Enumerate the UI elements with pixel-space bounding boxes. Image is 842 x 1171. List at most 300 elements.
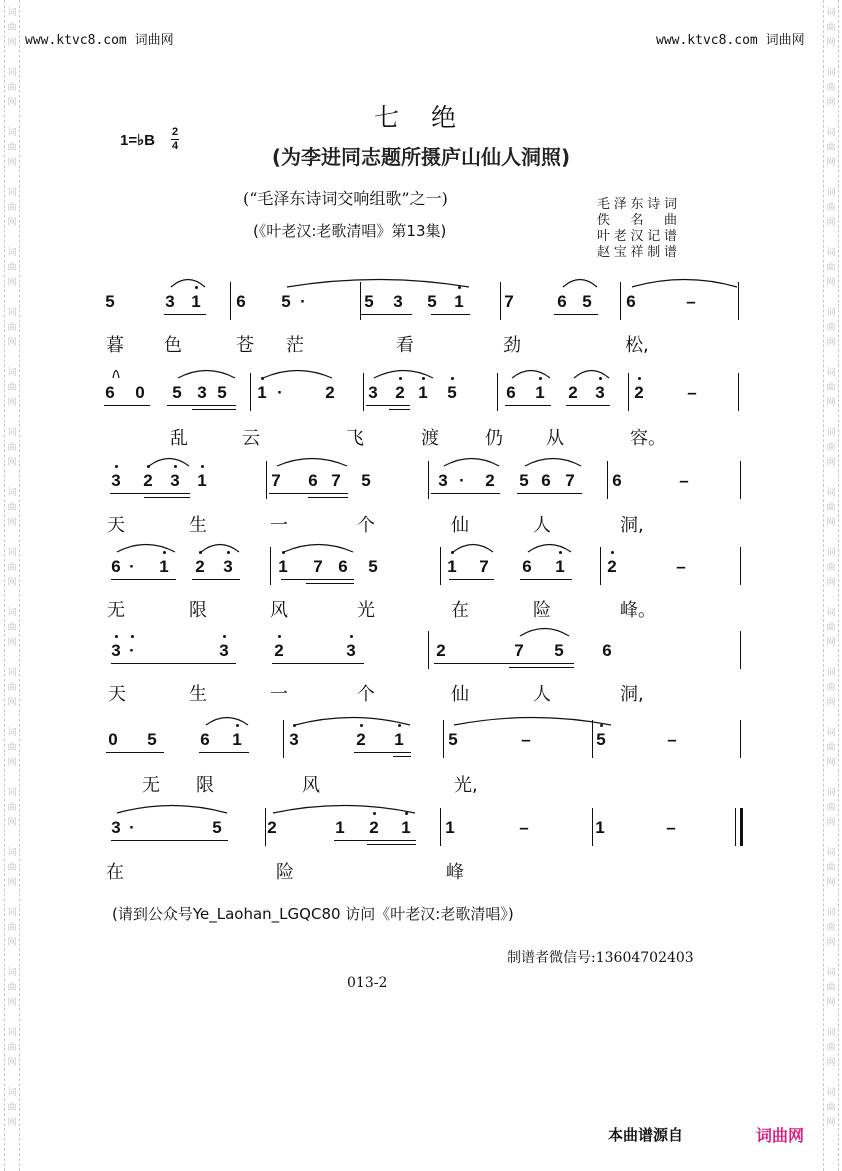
barline — [428, 631, 429, 669]
credit-engraver: 赵宝祥制谱 — [597, 245, 677, 260]
watermark-glyph: 网 — [7, 878, 17, 888]
lyric-char: 限 — [196, 775, 214, 796]
watermark-glyph: 曲 — [826, 683, 836, 693]
watermark-glyph: 曲 — [826, 743, 836, 753]
watermark-glyph: 词 — [826, 308, 836, 318]
slur-arc — [573, 367, 610, 379]
watermark-glyph: 词 — [7, 668, 17, 678]
watermark-glyph: 网 — [7, 938, 17, 948]
score-note: 5 — [448, 730, 458, 749]
slur-arc — [524, 455, 582, 467]
lyric-char: 看 — [396, 335, 414, 356]
score-note: 6 — [308, 471, 318, 490]
lyric-char: 险 — [276, 862, 294, 883]
site-logo[interactable]: 词曲网 — [756, 1126, 805, 1145]
watermark-glyph: 网 — [7, 98, 17, 108]
watermark-glyph: 网 — [7, 1118, 17, 1128]
score-note: 7 — [271, 471, 281, 490]
beam-underline — [164, 314, 206, 315]
score-note: 5 — [105, 292, 115, 311]
watermark-glyph: 网 — [7, 758, 17, 768]
score-note: 3 — [595, 383, 605, 402]
score-note: 3 — [346, 641, 356, 660]
watermark-glyph: 曲 — [7, 983, 17, 993]
lyric-char: 暮 — [106, 335, 124, 356]
watermark-glyph: 网 — [7, 458, 17, 468]
score-note: 2 — [568, 383, 578, 402]
left-watermark-strip — [4, 0, 20, 1171]
beam-underline — [554, 314, 598, 315]
barline — [443, 720, 444, 758]
watermark-glyph: 网 — [826, 398, 836, 408]
watermark-glyph: 网 — [826, 758, 836, 768]
barline — [740, 808, 743, 846]
watermark-glyph: 网 — [7, 518, 17, 528]
score-note: – — [666, 818, 676, 837]
watermark-glyph: 网 — [7, 698, 17, 708]
lyric-char: 茫 — [286, 335, 304, 356]
beam-underline — [281, 579, 354, 580]
score-note: 1 — [278, 557, 288, 576]
slur-arc — [443, 455, 500, 467]
watermark-glyph: 词 — [7, 728, 17, 738]
watermark-glyph: 词 — [7, 308, 17, 318]
score-note: – — [676, 557, 686, 576]
watermark-glyph: 词 — [826, 848, 836, 858]
watermark-glyph: 网 — [826, 698, 836, 708]
watermark-glyph: 词 — [7, 248, 17, 258]
watermark-glyph: 曲 — [7, 143, 17, 153]
score-note: 1 — [197, 471, 207, 490]
barline — [738, 282, 739, 320]
lyric-char: 苍 — [236, 335, 254, 356]
watermark-glyph: 网 — [7, 338, 17, 348]
beam-underline — [367, 844, 416, 845]
score-note: 1 — [418, 383, 428, 402]
watermark-glyph: 网 — [7, 818, 17, 828]
watermark-glyph: 词 — [826, 908, 836, 918]
barline — [283, 720, 284, 758]
watermark-glyph: 曲 — [826, 203, 836, 213]
score-note: 5 — [281, 292, 291, 311]
wechat-id: 制谱者微信号:13604702403 — [507, 950, 694, 966]
watermark-glyph: 曲 — [7, 563, 17, 573]
watermark-glyph: 网 — [7, 998, 17, 1008]
right-watermark-strip — [823, 0, 839, 1171]
score-note: 5 — [447, 383, 457, 402]
score-note: 6 — [541, 471, 551, 490]
lyric-char: 风 — [302, 775, 320, 796]
credit-transcriber: 叶老汉记谱 — [597, 229, 677, 244]
score-note: 2 — [436, 641, 446, 660]
beam-underline — [269, 493, 348, 494]
watermark-glyph: 曲 — [7, 683, 17, 693]
watermark-glyph: 网 — [7, 638, 17, 648]
beam-underline — [393, 756, 411, 757]
score-note: 2 — [485, 471, 495, 490]
octave-dot — [201, 465, 204, 468]
beam-underline — [509, 667, 574, 668]
score-note: 5 — [217, 383, 227, 402]
lyric-char: 无 — [142, 775, 160, 796]
meter-bottom: 4 — [171, 140, 179, 152]
lyric-char: 色 — [164, 335, 182, 356]
watermark-glyph: 词 — [7, 428, 17, 438]
watermark-glyph: 曲 — [7, 503, 17, 513]
slur-arc — [373, 367, 434, 379]
slur-arc — [519, 625, 570, 637]
page-number: 013-2 — [347, 975, 388, 991]
watermark-glyph: 曲 — [7, 1043, 17, 1053]
watermark-glyph: 网 — [826, 518, 836, 528]
barline — [600, 547, 601, 585]
score-note: 6 — [522, 557, 532, 576]
slur-arc — [262, 367, 333, 379]
watermark-glyph: 词 — [826, 968, 836, 978]
lyric-char: 洞, — [620, 684, 644, 705]
watermark-glyph: 曲 — [7, 383, 17, 393]
barline — [270, 547, 271, 585]
slur-arc — [116, 541, 176, 553]
score-note: 5 — [519, 471, 529, 490]
beam-underline — [192, 579, 240, 580]
score-note: – — [667, 730, 677, 749]
score-note: 6 — [626, 292, 636, 311]
watermark-glyph: 网 — [7, 1058, 17, 1068]
beam-underline — [306, 583, 354, 584]
watermark-glyph: 网 — [7, 398, 17, 408]
score-note: · — [277, 383, 283, 402]
watermark-glyph: 网 — [7, 158, 17, 168]
slur-arc — [276, 455, 348, 467]
lyric-char: 人 — [533, 684, 551, 705]
score-note: · — [129, 818, 135, 837]
watermark-glyph: 曲 — [826, 563, 836, 573]
watermark-glyph: 词 — [826, 368, 836, 378]
barline — [250, 373, 251, 411]
score-note: · — [129, 557, 135, 576]
lyric-char: 生 — [189, 515, 207, 536]
score-note: 7 — [331, 471, 341, 490]
watermark-glyph: 词 — [7, 908, 17, 918]
octave-dot — [131, 635, 134, 638]
score-note: 3 — [219, 641, 229, 660]
watermark-glyph: 词 — [826, 668, 836, 678]
score-note: 5 — [147, 730, 157, 749]
lyric-char: 天 — [107, 515, 125, 536]
watermark-glyph: 网 — [826, 818, 836, 828]
watermark-glyph: 网 — [826, 278, 836, 288]
barline — [738, 373, 739, 411]
octave-dot — [638, 377, 641, 380]
watermark-glyph: 词 — [7, 128, 17, 138]
score-note: 3 — [393, 292, 403, 311]
octave-dot — [350, 635, 353, 638]
header-url-right[interactable]: www.ktvc8.com 词曲网 — [656, 33, 805, 48]
score-note: 2 — [634, 383, 644, 402]
score-note: 0 — [135, 383, 145, 402]
beam-underline — [110, 493, 190, 494]
score-note: 5 — [554, 641, 564, 660]
watermark-glyph: 词 — [7, 1088, 17, 1098]
watermark-glyph: 网 — [826, 1118, 836, 1128]
access-note: (请到公众号Ye_Laohan_LGQC80 访问《叶老汉:老歌清唱》) — [112, 905, 514, 923]
watermark-glyph: 曲 — [826, 1043, 836, 1053]
lyric-char: 限 — [189, 600, 207, 621]
watermark-glyph: 词 — [826, 1028, 836, 1038]
score-note: 6 — [111, 557, 121, 576]
watermark-glyph: 曲 — [7, 803, 17, 813]
barline — [740, 720, 741, 758]
score-note: 5 — [212, 818, 222, 837]
octave-dot — [611, 551, 614, 554]
source-label: 本曲谱源自 — [608, 1126, 684, 1144]
score-note: 1 — [232, 730, 242, 749]
score-note: 5 — [361, 471, 371, 490]
lyric-char: 风 — [270, 600, 288, 621]
watermark-glyph: 网 — [826, 38, 836, 48]
watermark-glyph: 词 — [7, 488, 17, 498]
beam-underline — [431, 493, 500, 494]
barline — [363, 373, 364, 411]
score-note: 7 — [313, 557, 323, 576]
barline — [607, 461, 608, 499]
beam-underline — [354, 752, 411, 753]
score-note: · — [129, 641, 135, 660]
lyric-char: 劲 — [503, 335, 521, 356]
octave-dot — [115, 635, 118, 638]
slur-arc — [562, 276, 598, 288]
score-note: 6 — [338, 557, 348, 576]
watermark-glyph: 词 — [7, 1028, 17, 1038]
barline — [620, 282, 621, 320]
lyric-char: 在 — [106, 862, 124, 883]
score-note: 6 — [557, 292, 567, 311]
score-note: 3 — [223, 557, 233, 576]
score-note: 7 — [479, 557, 489, 576]
song-title: 七 绝 — [374, 103, 468, 132]
score-note: – — [679, 471, 689, 490]
watermark-glyph: 曲 — [7, 83, 17, 93]
lyric-char: 从 — [546, 428, 564, 449]
score-note: 2 — [395, 383, 405, 402]
lyric-char: 光 — [357, 600, 375, 621]
barline — [266, 461, 267, 499]
score-note: · — [459, 471, 465, 490]
score-note: 6 — [200, 730, 210, 749]
beam-underline — [308, 497, 348, 498]
barline — [440, 547, 441, 585]
beam-underline — [361, 314, 412, 315]
beam-underline — [192, 409, 236, 410]
watermark-glyph: 词 — [826, 608, 836, 618]
watermark-glyph: 曲 — [826, 143, 836, 153]
score-note: 2 — [607, 557, 617, 576]
beam-underline — [449, 579, 494, 580]
score-note: – — [519, 818, 529, 837]
score-note: 5 — [427, 292, 437, 311]
watermark-glyph: 网 — [826, 638, 836, 648]
watermark-glyph: 曲 — [826, 83, 836, 93]
score-note: 0 — [108, 730, 118, 749]
score-note: 1 — [191, 292, 201, 311]
barline — [428, 461, 429, 499]
score-note: 6 — [506, 383, 516, 402]
watermark-glyph: 曲 — [826, 443, 836, 453]
watermark-glyph: 词 — [826, 188, 836, 198]
watermark-glyph: 曲 — [826, 983, 836, 993]
watermark-glyph: 曲 — [7, 323, 17, 333]
beam-underline — [566, 405, 610, 406]
lyric-char: 天 — [108, 684, 126, 705]
lyric-char: 松, — [625, 335, 649, 356]
beam-underline — [106, 752, 164, 753]
watermark-glyph: 网 — [7, 578, 17, 588]
watermark-glyph: 词 — [7, 968, 17, 978]
score-note: 1 — [595, 818, 605, 837]
beam-underline — [389, 409, 410, 410]
lyric-char: 峰。 — [620, 600, 656, 621]
slur-arc — [200, 541, 240, 553]
beam-underline — [199, 752, 249, 753]
beam-underline — [111, 840, 228, 841]
watermark-glyph: 曲 — [7, 443, 17, 453]
score-note: 5 — [172, 383, 182, 402]
watermark-glyph: 网 — [826, 98, 836, 108]
watermark-glyph: 网 — [7, 218, 17, 228]
watermark-glyph: 曲 — [826, 23, 836, 33]
lyric-char: 飞 — [346, 428, 364, 449]
score-note: – — [521, 730, 531, 749]
octave-dot — [451, 377, 454, 380]
slur-arc — [148, 455, 190, 467]
watermark-glyph: 网 — [826, 338, 836, 348]
lyric-char: 洞, — [620, 515, 644, 536]
score-note: 2 — [143, 471, 153, 490]
slur-arc — [527, 541, 572, 553]
header-url-left[interactable]: www.ktvc8.com 词曲网 — [25, 33, 174, 48]
slur-arc — [177, 367, 236, 379]
score-note: 1 — [454, 292, 464, 311]
watermark-glyph: 曲 — [826, 923, 836, 933]
barline — [497, 373, 498, 411]
watermark-glyph: 曲 — [7, 923, 17, 933]
barline — [592, 808, 593, 846]
score-note: 1 — [555, 557, 565, 576]
beam-underline — [434, 663, 574, 664]
lyric-char: 无 — [107, 600, 125, 621]
beam-underline — [104, 405, 150, 406]
watermark-glyph: 词 — [7, 548, 17, 558]
lyric-char: 渡 — [421, 428, 439, 449]
beam-underline — [520, 579, 572, 580]
score-note: 7 — [504, 292, 514, 311]
barline — [628, 373, 629, 411]
watermark-glyph: 词 — [826, 488, 836, 498]
score-note: 6 — [105, 383, 115, 402]
watermark-glyph: 曲 — [826, 323, 836, 333]
score-note: 2 — [356, 730, 366, 749]
watermark-glyph: 曲 — [826, 863, 836, 873]
watermark-glyph: 词 — [7, 368, 17, 378]
score-note: 1 — [401, 818, 411, 837]
score-note: – — [687, 383, 697, 402]
meter-top: 2 — [171, 126, 179, 138]
score-note: 3 — [111, 471, 121, 490]
watermark-glyph: 词 — [826, 428, 836, 438]
watermark-glyph: 曲 — [7, 203, 17, 213]
score-note: 3 — [289, 730, 299, 749]
watermark-glyph: 曲 — [826, 623, 836, 633]
watermark-glyph: 词 — [7, 188, 17, 198]
watermark-glyph: 网 — [826, 1058, 836, 1068]
credit-composer: 佚 名 曲 — [597, 213, 677, 228]
collection-note: (《叶老汉:老歌清唱》第13集) — [253, 222, 447, 240]
slur-arc — [453, 714, 612, 726]
lyric-char: 乱 — [170, 428, 188, 449]
barline — [230, 282, 231, 320]
watermark-glyph: 曲 — [7, 743, 17, 753]
watermark-glyph: 词 — [7, 608, 17, 618]
lyric-char: 在 — [451, 600, 469, 621]
score-note: 3 — [170, 471, 180, 490]
watermark-glyph: 词 — [7, 788, 17, 798]
watermark-glyph: 网 — [826, 158, 836, 168]
slur-arc — [205, 714, 249, 726]
score-note: 5 — [582, 292, 592, 311]
watermark-glyph: 词 — [826, 68, 836, 78]
beam-underline — [144, 497, 190, 498]
watermark-glyph: 词 — [7, 68, 17, 78]
watermark-glyph: 网 — [826, 218, 836, 228]
score-note: 7 — [565, 471, 575, 490]
octave-dot — [115, 465, 118, 468]
score-note: 1 — [159, 557, 169, 576]
watermark-glyph: 词 — [826, 8, 836, 18]
watermark-glyph: 词 — [826, 548, 836, 558]
beam-underline — [167, 405, 236, 406]
lyric-char: 险 — [533, 600, 551, 621]
score-note: 1 — [335, 818, 345, 837]
watermark-glyph: 网 — [826, 878, 836, 888]
score-note: 6 — [602, 641, 612, 660]
watermark-glyph: 词 — [826, 128, 836, 138]
score-note: 2 — [195, 557, 205, 576]
watermark-glyph: 曲 — [826, 263, 836, 273]
octave-dot — [278, 635, 281, 638]
barline — [265, 808, 266, 846]
watermark-glyph: 网 — [7, 278, 17, 288]
watermark-glyph: 网 — [826, 458, 836, 468]
watermark-glyph: 曲 — [826, 803, 836, 813]
watermark-glyph: 曲 — [826, 383, 836, 393]
barline — [740, 547, 741, 585]
beam-underline — [272, 663, 364, 664]
slur-arc — [283, 541, 354, 553]
lyric-char: 仙 — [451, 684, 469, 705]
score-note: 3 — [438, 471, 448, 490]
beam-underline — [517, 493, 582, 494]
beam-underline — [505, 405, 551, 406]
score-note: 6 — [612, 471, 622, 490]
score-note: 2 — [274, 641, 284, 660]
watermark-glyph: 曲 — [7, 1103, 17, 1113]
watermark-glyph: 词 — [826, 1088, 836, 1098]
score-note: 1 — [535, 383, 545, 402]
score-note: 1 — [394, 730, 404, 749]
beam-underline — [366, 405, 410, 406]
barline — [500, 282, 501, 320]
